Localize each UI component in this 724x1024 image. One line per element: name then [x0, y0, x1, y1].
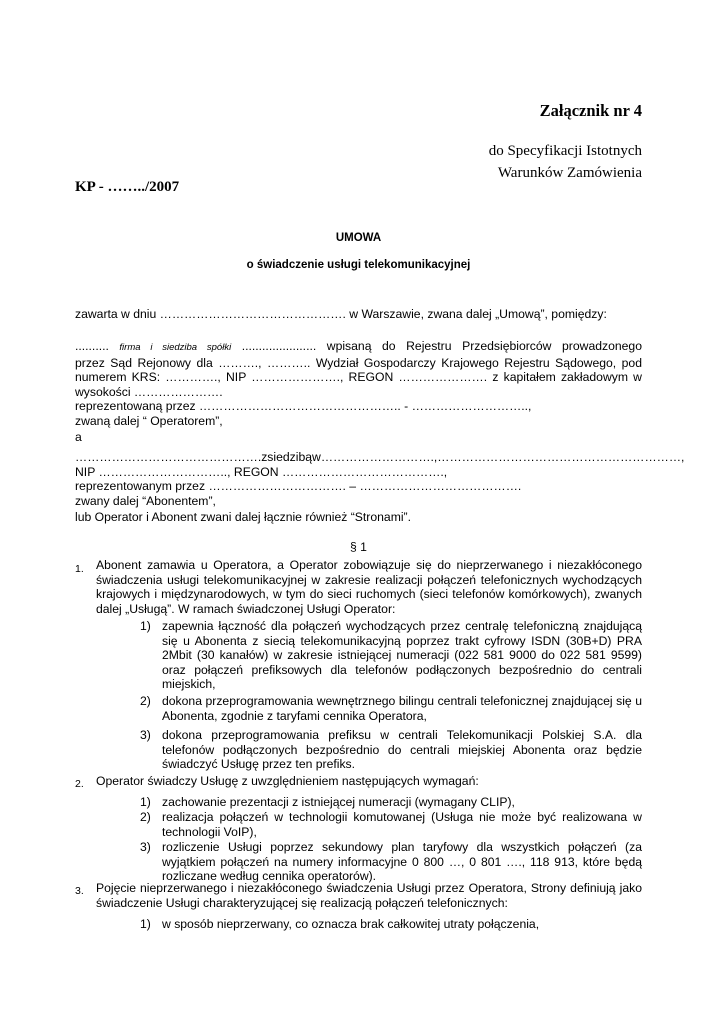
- subitem-number: 1): [140, 619, 151, 633]
- item-text: Abonent zamawia u Operatora, a Operator zobowiązuje się do nieprzerwanego i niezakłóconego świadczenia usługi telekomunikacyjnej w zakresie realizacji połączeń telefonicznych wychodzących krajowych i międzynarodowych, w tym do sieci ruchomych (sieci telefonów komórkowych), zwanych dalej „Usługą”. W ramach świadczonej Usługi Operator:: [96, 558, 642, 616]
- and-connector: a: [75, 430, 82, 444]
- document-subtitle: o świadczenie usługi telekomunikacyjnej: [246, 259, 471, 271]
- subitem-text: zachowanie prezentacji z istniejącej numeracji (wymagany CLIP),: [162, 795, 515, 809]
- subitem-text: w sposób nieprzerwany, co oznacza brak całkowitej utraty połączenia,: [162, 917, 540, 931]
- operator-company-hint: firma i siedziba spółki: [119, 342, 232, 353]
- subitem-number: 1): [140, 795, 151, 809]
- item-text: Operator świadczy Usługę z uwzględnieniem następujących wymagań:: [96, 774, 479, 788]
- subitem-text: realizacja połączeń w technologii komutowanej (Usługa nie może być realizowana w technologii VoIP),: [162, 810, 642, 839]
- operator-line-2: przez Sąd Rejonowy dla ………., ……….. Wydział Gospodarczy Krajowego Rejestru Sądowego, pod: [75, 355, 642, 370]
- subscriber-line-1: [75, 450, 685, 465]
- operator-line-6: zwaną dalej “ Operatorem”,: [75, 413, 223, 428]
- contract-number: KP - ……../2007: [75, 179, 180, 195]
- operator-line-5: reprezentowaną przez ………………………………………….. - ………………………..,: [75, 399, 532, 414]
- subitem-text: rozliczenie Usługi poprzez sekundowy plan taryfowy dla wszystkich połączeń (za wyjątkiem połączeń na numery informacyjne 0 800 …, 0 801 …., 118 913, które będą rozliczane według cennika operatorów).: [162, 840, 642, 884]
- subscriber-word: w: [312, 450, 321, 464]
- operator-registry: ...................... wpisaną do Rejestru Przedsiębiorców prowadzonego: [241, 339, 642, 353]
- item-number: 2.: [75, 778, 84, 790]
- item-number: 3.: [75, 885, 84, 897]
- item-number: 1.: [75, 563, 84, 575]
- subscriber-block: [75, 450, 685, 508]
- subitem-number: 2): [140, 694, 151, 708]
- spec-line-2: Warunków Zamówienia: [497, 165, 642, 181]
- subitem-number: 3): [140, 728, 151, 742]
- subitem-number: 3): [140, 840, 151, 854]
- subscriber-city-field: ……………………….,: [320, 450, 438, 464]
- subscriber-word: z: [261, 450, 268, 464]
- subscriber-name-field: ……………………………………….: [75, 450, 262, 464]
- subitem-number: 2): [140, 810, 151, 824]
- operator-line-4: wysokości ………………….: [75, 384, 223, 399]
- item-text: Pojęcie nieprzerwanego i niezakłóconego świadczenia Usługi przez Operatora, Strony definiują jako świadczenie Usługi charakteryzującej się realizacją połączeń telefonicznych:: [96, 881, 642, 910]
- subscriber-word: siedzibą: [267, 450, 313, 464]
- operator-line-1: [75, 339, 642, 356]
- subscriber-line-3: reprezentowanym przez ……………………………. – ………………………………….: [75, 479, 522, 494]
- section-heading: § 1: [350, 540, 367, 554]
- subitem-text: dokona przeprogramowania wewnętrznego bilingu centrali telefonicznej znajdującej się u Abonenta, zgodnie z taryfami cennika Operatora,: [162, 694, 642, 723]
- attachment-label: Załącznik nr 4: [539, 101, 642, 120]
- subitem-text: zapewnia łączność dla połączeń wychodzących przez centralę telefoniczną znajdującą się u Abonenta z siecią telekomunikacyjną poprzez trakt cyfrowy ISDN (30B+D) PRA 2Mbit (30 kanałów) w zakresie istniejącej numeracji (022 581 9000 do 022 581 9599) oraz połączeń prefiksowych dla telefonów podłączonych bezpośrednio do centrali miejskich,: [162, 619, 642, 692]
- subitem-text: dokona przeprogramowania prefiksu w centrali Telekomunikacji Polskiej S.A. dla telefonów podłączonych bezpośrednio do centrali miejskiej Abonenta oraz będzie świadczyć Usługę przez ten prefiks.: [162, 728, 642, 772]
- spec-line-1: do Specyfikacji Istotnych: [488, 143, 642, 159]
- subitem-number: 1): [140, 917, 151, 931]
- subscriber-address-field: ……………………………………………………,: [437, 450, 685, 464]
- subscriber-line-4: zwany dalej “Abonentem”,: [75, 493, 216, 508]
- parties-line: lub Operator i Abonent zwani dalej łącznie również “Stronami”.: [75, 510, 412, 524]
- intro-line: zawarta w dniu ………………………………………. w Warszawie, zwana dalej „Umową”, pomiędzy:: [75, 307, 607, 321]
- document-title: UMOWA: [335, 232, 382, 244]
- operator-dots: ..........: [75, 339, 109, 353]
- operator-line-3: numerem KRS: …………., NIP …………………., REGON …………………. z kapitałem zakładowym w: [75, 370, 642, 385]
- subscriber-line-2: NIP ………………………….., REGON ………………………………….,: [75, 464, 448, 479]
- operator-block: [75, 339, 642, 429]
